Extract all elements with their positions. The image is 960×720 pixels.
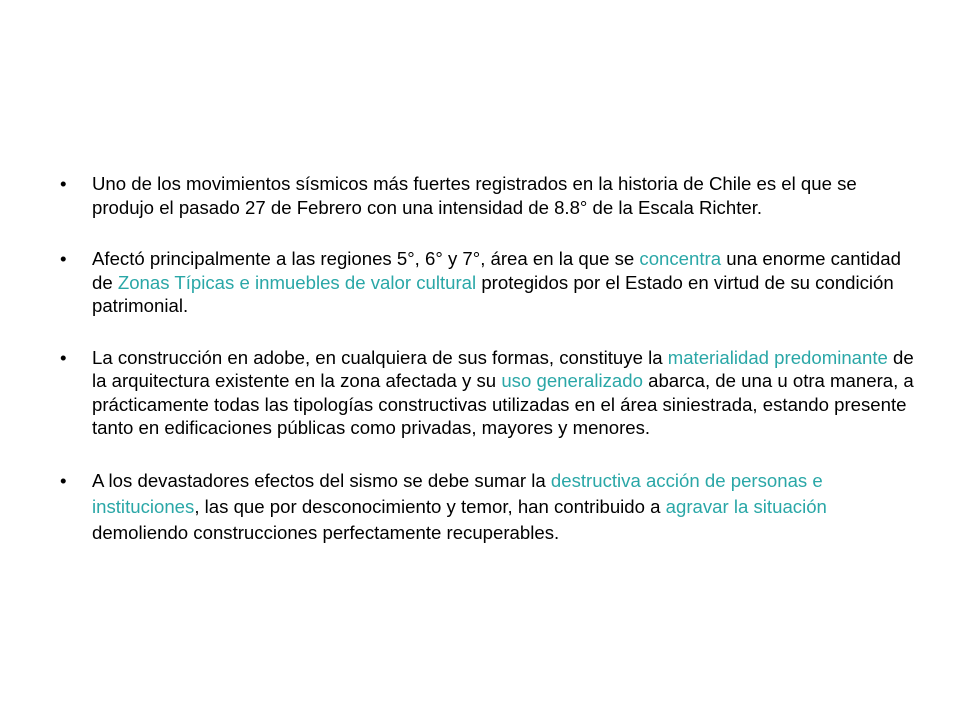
bullet-dot-icon: • (60, 469, 67, 491)
text-segment: Uno de los movimientos sísmicos más fuertes registrados en la historia de Chile es el que se produjo el pasado 27 de Febrero con una intensidad de 8.8° de la Escala Richter. (92, 173, 857, 218)
text-segment: una enorme cantidad de (92, 248, 901, 293)
highlight-text: Zonas Típicas e inmuebles de valor cultural (117, 271, 477, 293)
bullet-item (60, 247, 920, 318)
bullet-text (92, 173, 857, 218)
bullet-text (92, 347, 914, 439)
bullet-dot-icon: • (60, 173, 67, 194)
text-segment: La construcción en adobe, en cualquiera de sus formas, constituye la (92, 346, 668, 368)
bullet-item (60, 346, 920, 440)
bullet-item (60, 172, 920, 219)
text-segment: Afectó principalmente a las regiones 5°, 6° y 7°, área en la que se (92, 248, 640, 269)
bullet-list (60, 172, 920, 546)
highlight-text: agravar la situación (665, 495, 827, 517)
bullet-text (92, 470, 827, 543)
bullet-text (92, 248, 901, 316)
text-segment: de la arquitectura existente en la zona afectada y su (92, 346, 914, 391)
text-segment: demoliendo construcciones perfectamente recuperables. (92, 521, 560, 543)
text-segment: protegidos por el Estado en virtud de su condición patrimonial. (92, 271, 894, 316)
highlight-text: destructiva acción de personas e instituciones (92, 469, 823, 517)
text-segment: , las que por desconocimiento y temor, han contribuido a (194, 495, 666, 517)
bullet-dot-icon: • (60, 248, 67, 269)
text-segment: abarca, de una u otra manera, a prácticamente todas las tipologías constructivas utilizadas en el área siniestrada, estando presente tanto en edificaciones públicas como privadas, mayores y menores. (92, 370, 914, 438)
highlight-text: materialidad predominante (667, 346, 888, 368)
text-segment: A los devastadores efectos del sismo se debe sumar la (92, 469, 551, 491)
bullet-dot-icon: • (60, 346, 67, 368)
highlight-text: concentra (639, 248, 722, 269)
highlight-text: uso generalizado (501, 370, 643, 391)
bullet-item (60, 468, 920, 546)
